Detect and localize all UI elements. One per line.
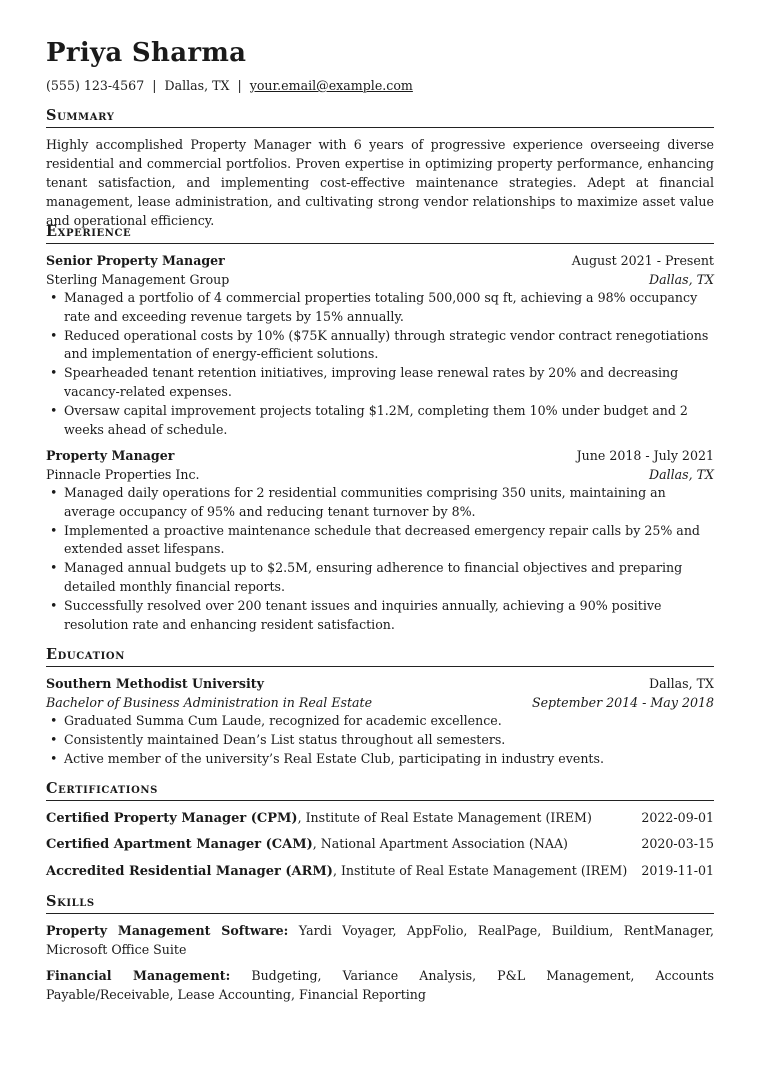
list-item: • Consistently maintained Dean’s List status throughout all semesters. [46, 731, 714, 750]
certification-issuer: , Institute of Real Estate Management (IREM) [332, 863, 628, 878]
certification-date: 2019-11-01 [641, 863, 714, 878]
degree: Bachelor of Business Administration in Real Estate [46, 695, 373, 710]
phone-number: (555) 123-4567 [46, 78, 145, 93]
list-item: • Oversaw capital improvement projects totaling $1.2M, completing them 10% under budget and 2 weeks ahead of schedule. [46, 402, 714, 440]
certification-name: Certified Property Manager (CPM) [46, 811, 298, 826]
education-heading: Education [46, 646, 714, 667]
education-subheader [46, 693, 714, 712]
education-header [46, 674, 714, 693]
contact-separator: | [237, 78, 242, 93]
list-item: • Successfully resolved over 200 tenant issues and inquiries annually, achieving a 90% positive resolution rate and enhancing resident satisfaction. [46, 597, 714, 635]
job-title: Property Manager [46, 448, 175, 463]
list-item: • Reduced operational costs by 10% ($75K annually) through strategic vendor contract renegotiations and implementation of energy-efficient solutions. [46, 327, 714, 365]
summary-heading: Summary [46, 107, 714, 128]
certification-row [46, 808, 714, 828]
skills-heading: Skills [46, 893, 714, 914]
skill-group [46, 966, 714, 1004]
contact-line [46, 78, 413, 94]
certification-issuer: , Institute of Real Estate Management (IREM) [297, 810, 592, 825]
job-title: Senior Property Manager [46, 253, 225, 268]
location: Dallas, TX [164, 78, 230, 93]
certification-row [46, 834, 714, 854]
skill-label: Property Management Software: [46, 923, 289, 938]
certification-date: 2022-09-01 [641, 810, 714, 825]
education-bullets [46, 712, 714, 768]
list-item: • Active member of the university’s Real Estate Club, participating in industry events. [46, 750, 714, 769]
job-bullets [46, 484, 714, 634]
certifications-heading: Certifications [46, 780, 714, 801]
job-subheader [46, 465, 714, 484]
certification-name: Certified Apartment Manager (CAM) [46, 837, 313, 852]
job-subheader [46, 270, 714, 289]
job-header [46, 251, 714, 270]
experience-heading: Experience [46, 223, 714, 244]
education-dates: September 2014 - May 2018 [531, 695, 714, 710]
skill-list: Budgeting, Variance Analysis, P&L Management, Accounts Payable/Receivable, Lease Accounting, Financial Reporting [46, 968, 714, 1002]
list-item: • Spearheaded tenant retention initiatives, improving lease renewal rates by 20% and decreasing vacancy-related expenses. [46, 364, 714, 402]
job-bullets [46, 289, 714, 439]
company-name: Sterling Management Group [46, 272, 230, 287]
summary-text: Highly accomplished Property Manager with 6 years of progressive experience overseeing diverse residential and commercial portfolios. Proven expertise in optimizing property performance, enhancing tenant satisfaction, and implementing cost-effective maintenance strategies. Adept at financial management, lease administration, and cultivating strong vendor relationships to maximize asset value and operational efficiency. [46, 137, 714, 228]
list-item: • Graduated Summa Cum Laude, recognized for academic excellence. [46, 712, 714, 731]
school-location: Dallas, TX [648, 676, 714, 691]
list-item: • Managed a portfolio of 4 commercial properties totaling 500,000 sq ft, achieving a 98% occupancy rate and exceeding revenue targets by 15% annually. [46, 289, 714, 327]
job-dates: June 2018 - July 2021 [576, 448, 714, 463]
job-location: Dallas, TX [648, 272, 714, 287]
company-name: Pinnacle Properties Inc. [46, 467, 200, 482]
list-item: • Managed daily operations for 2 residential communities comprising 350 units, maintaining an average occupancy of 95% and reducing tenant turnover by 8%. [46, 484, 714, 522]
job-location: Dallas, TX [648, 467, 714, 482]
contact-separator: | [152, 78, 157, 93]
candidate-name: Priya Sharma [46, 38, 247, 68]
list-item: • Managed annual budgets up to $2.5M, ensuring adherence to financial objectives and preparing detailed monthly financial reports. [46, 559, 714, 597]
list-item: • Implemented a proactive maintenance schedule that decreased emergency repair calls by 25% and extended asset lifespans. [46, 522, 714, 560]
skill-group [46, 921, 714, 959]
skill-label: Financial Management: [46, 968, 231, 983]
email-link[interactable]: your.email@example.com [249, 78, 413, 93]
school-name: Southern Methodist University [46, 676, 264, 691]
certification-issuer: , National Apartment Association (NAA) [312, 836, 568, 851]
certification-date: 2020-03-15 [641, 836, 714, 851]
job-header [46, 446, 714, 465]
job-dates: August 2021 - Present [571, 253, 714, 268]
certification-row [46, 861, 714, 881]
certification-name: Accredited Residential Manager (ARM) [46, 864, 333, 879]
skill-list: Yardi Voyager, AppFolio, RealPage, Buildium, RentManager, Microsoft Office Suite [46, 923, 715, 957]
